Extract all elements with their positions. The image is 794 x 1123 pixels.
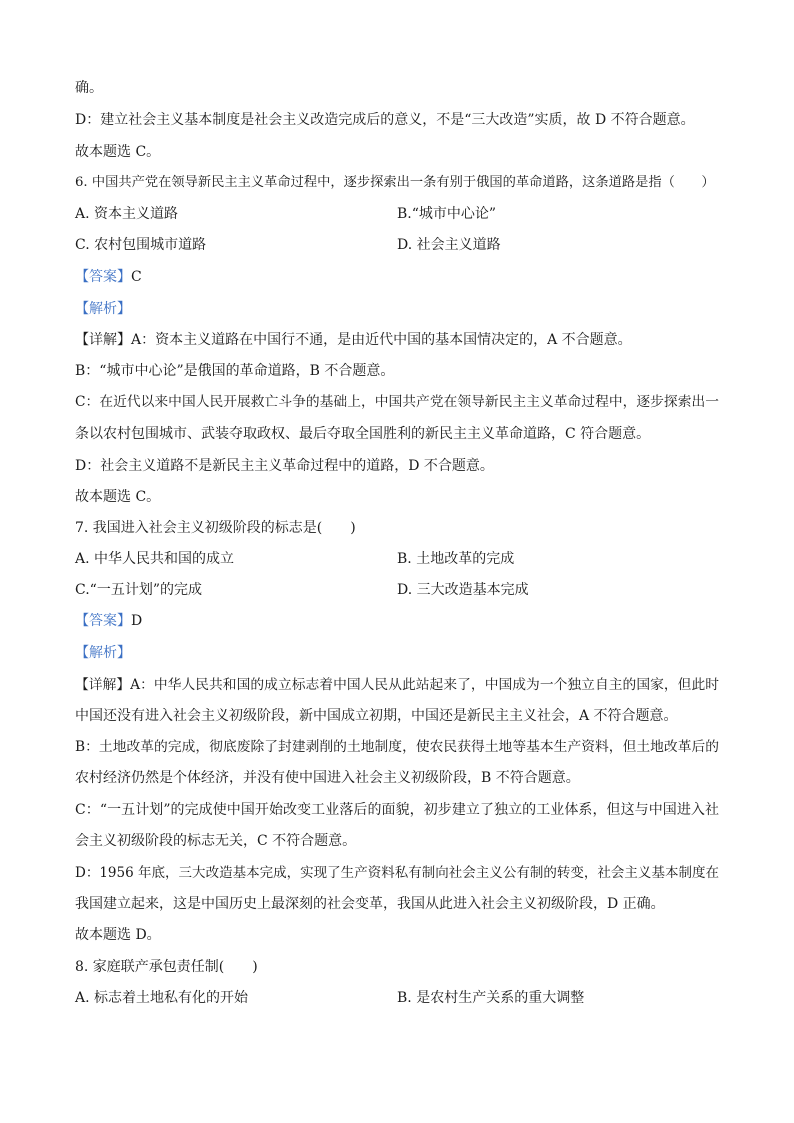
q8-option-b: B. 是农村生产关系的重大调整 xyxy=(397,990,585,1006)
text-line: 故本题选 D。 xyxy=(75,927,161,943)
answer-value: C xyxy=(131,269,142,285)
analysis-tag: 【解析】 xyxy=(75,645,131,661)
text-line: 故本题选 C。 xyxy=(75,489,161,505)
q7-answer-line xyxy=(75,611,142,631)
text-line: 中国还没有进入社会主义初级阶段，新中国成立初期，中国还是新民主主义社会，A 不符合题意。 xyxy=(75,708,678,724)
text-line: C：在近代以来中国人民开展救亡斗争的基础上，中国共产党在领导新民主主义革命过程中，逐步探索出一 xyxy=(75,394,719,410)
q6-option-d: D. 社会主义道路 xyxy=(397,237,501,253)
q7-option-a: A. 中华人民共和国的成立 xyxy=(75,551,235,567)
q6-option-b: B.“城市中心论” xyxy=(397,206,497,222)
text-line: 农村经济仍然是个体经济，并没有使中国进入社会主义初级阶段，B 不符合题意。 xyxy=(75,770,580,786)
q7-detail-line xyxy=(75,675,719,695)
text-line: D：建立社会主义基本制度是社会主义改造完成后的意义，不是“三大改造”实质，故 D 不符合题意。 xyxy=(75,112,695,128)
q6-option-c: C. 农村包围城市道路 xyxy=(75,237,207,253)
q6-analysis-tag xyxy=(75,299,131,319)
detail-tag: 【详解】 xyxy=(75,677,131,693)
q7-option-b: B. 土地改革的完成 xyxy=(397,551,515,567)
analysis-tag: 【解析】 xyxy=(75,301,131,317)
detail-text: A：资本主义道路在中国行不通，是由近代中国的基本国情决定的，A 不合题意。 xyxy=(131,332,632,348)
text-line: 确。 xyxy=(75,80,103,96)
detail-tag: 【详解】 xyxy=(75,332,131,348)
text-line: B：“城市中心论”是俄国的革命道路，B 不合题意。 xyxy=(75,363,395,379)
text-line: 我国建立起来，这是中国历史上最深刻的社会变革，我国从此进入社会主义初级阶段，D 正确。 xyxy=(75,896,665,912)
text-line: 会主义初级阶段的标志无关，C 不符合题意。 xyxy=(75,833,357,849)
answer-value: D xyxy=(131,613,143,629)
answer-tag: 【答案】 xyxy=(75,613,131,629)
q6-option-a: A. 资本主义道路 xyxy=(75,206,179,222)
text-line: D：社会主义道路不是新民主主义革命过程中的道路，D 不合题意。 xyxy=(75,458,494,474)
q7-option-c: C.“一五计划”的完成 xyxy=(75,582,202,598)
q8-option-a: A. 标志着土地私有化的开始 xyxy=(75,990,249,1006)
text-line: 故本题选 C。 xyxy=(75,144,161,160)
answer-tag: 【答案】 xyxy=(75,269,131,285)
text-line: C：“一五计划”的完成使中国开始改变工业落后的面貌，初步建立了独立的工业体系，但这与中国进入社 xyxy=(75,802,719,818)
question-7-stem: 7. 我国进入社会主义初级阶段的标志是( ) xyxy=(75,520,356,536)
text-line: D：1956 年底，三大改造基本完成，实现了生产资料私有制向社会主义公有制的转变，社会主义基本制度在 xyxy=(75,865,719,881)
q7-option-d: D. 三大改造基本完成 xyxy=(397,582,529,598)
text-line: 条以农村包围城市、武装夺取政权、最后夺取全国胜利的新民主主义革命道路，C 符合题意。 xyxy=(75,426,651,442)
text-line: B：土地改革的完成，彻底废除了封建剥削的土地制度，使农民获得土地等基本生产资料，但土地改革后的 xyxy=(75,739,719,755)
question-6-stem: 6. 中国共产党在领导新民主主义革命过程中，逐步探索出一条有别于俄国的革命道路，这条道路是指（ ） xyxy=(75,175,715,190)
detail-text: A：中华人民共和国的成立标志着中国人民从此站起来了，中国成为一个独立自主的国家，但此时 xyxy=(130,677,719,693)
q6-detail-line xyxy=(75,330,632,350)
q7-analysis-tag xyxy=(75,643,131,663)
q6-answer-line xyxy=(75,267,142,287)
question-8-stem: 8. 家庭联产承包责任制( ) xyxy=(75,959,258,975)
